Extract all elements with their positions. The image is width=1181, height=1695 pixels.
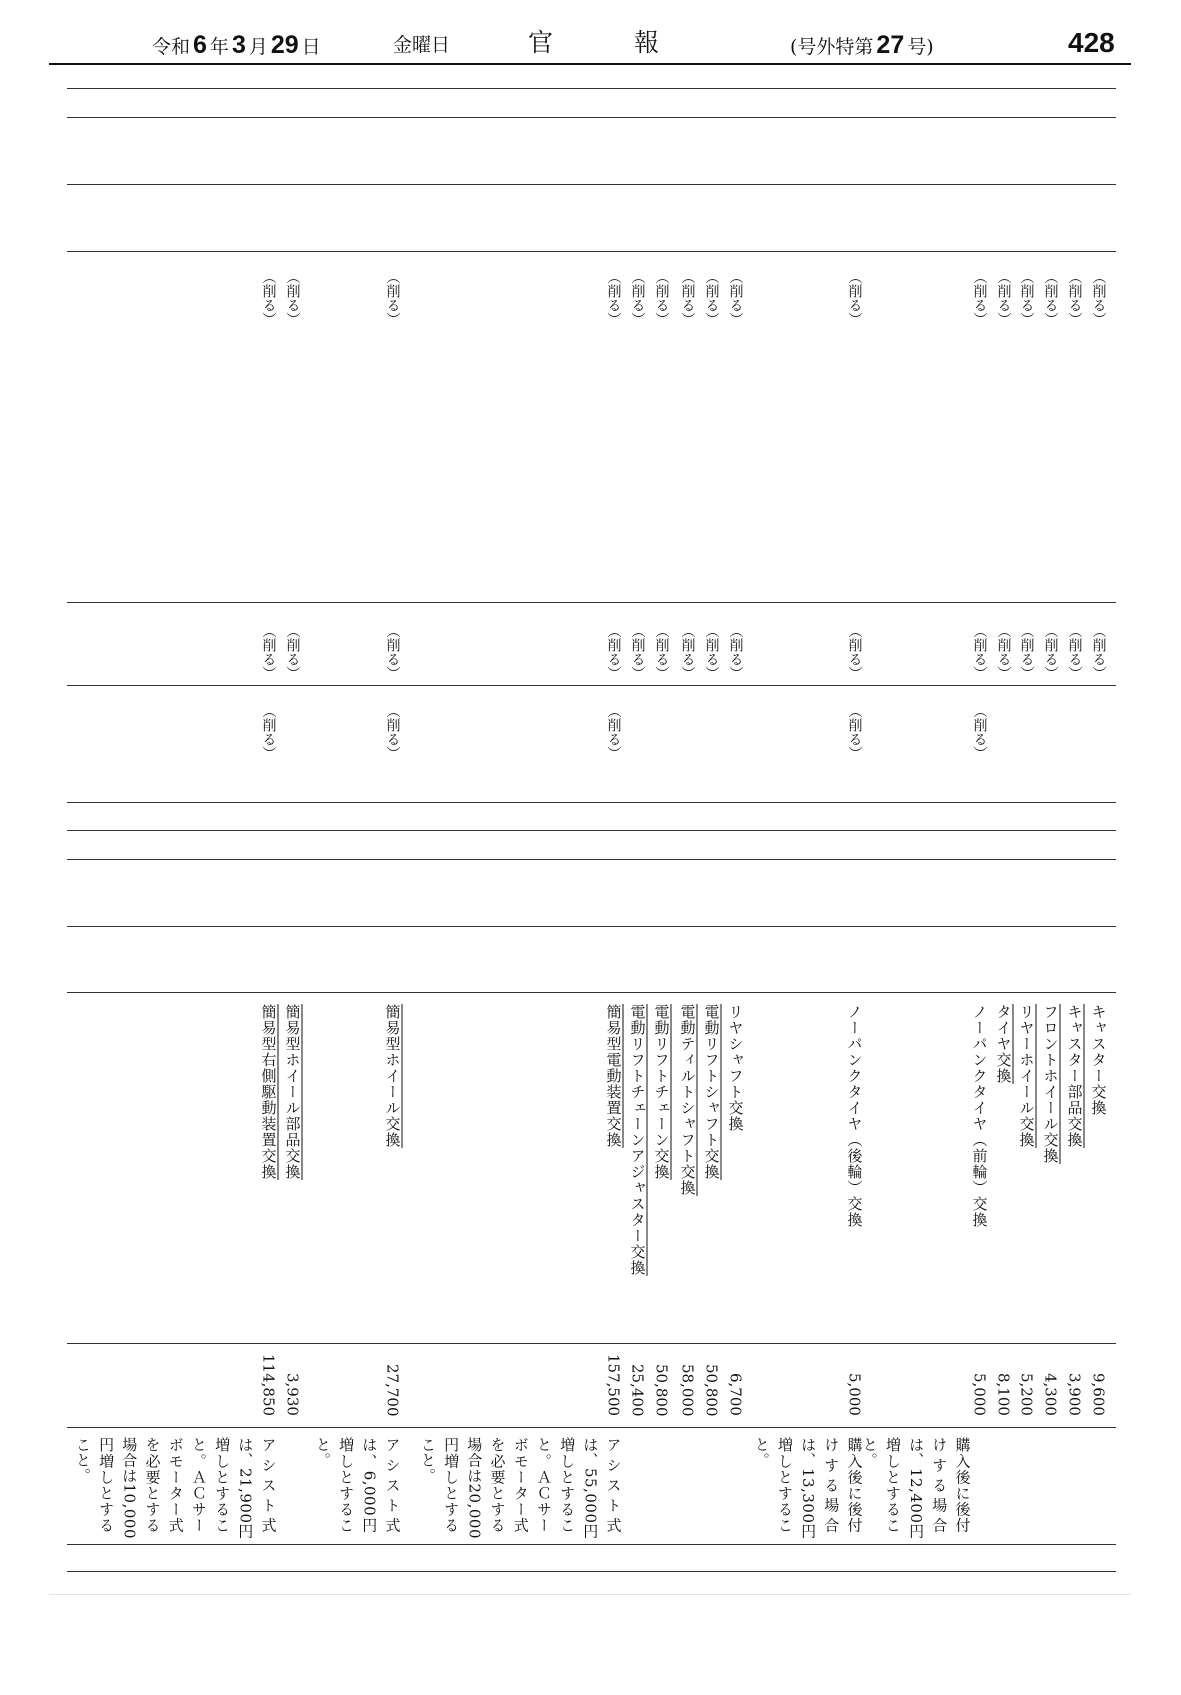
note-line: 増しとするこ (213, 1437, 232, 1533)
note-line: アシスト式 (383, 1437, 402, 1533)
deleted-mark-upper: （削る） (703, 270, 720, 326)
deleted-mark-middle: （削る） (1018, 624, 1035, 680)
table-rule (67, 1343, 1116, 1344)
gazette-title-1: 官 (528, 28, 554, 57)
deleted-mark-upper: （削る） (1066, 270, 1083, 326)
item-price: 6,700 (726, 1373, 745, 1416)
item-price: 9,600 (1089, 1373, 1108, 1416)
deleted-mark-middle: （削る） (629, 624, 646, 680)
header-weekday: 金曜日 (393, 34, 451, 56)
month-unit: 月 (248, 36, 268, 58)
item-price: 3,930 (283, 1373, 302, 1416)
item-name: 簡易型ホイール交換 (383, 1004, 402, 1148)
header-rule (49, 63, 1131, 65)
month: 3 (231, 31, 246, 59)
year: 6 (193, 31, 207, 59)
item-name: 電動ティルトシャフト交換 (678, 1004, 697, 1196)
item-name: ノーパンクタイヤ（前輪）交換 (970, 1004, 989, 1228)
deleted-mark-upper: （削る） (1018, 270, 1035, 326)
note-line: 円増しとする (442, 1437, 461, 1533)
deleted-mark-upper: （削る） (727, 270, 744, 326)
deleted-mark-upper: （削る） (260, 270, 277, 326)
header-date (152, 30, 321, 62)
deleted-mark-lower: （削る） (384, 704, 401, 760)
issue-no: 27 (876, 31, 905, 59)
note-line: を必要とする (143, 1437, 162, 1533)
item-name: キャスター交換 (1089, 1004, 1108, 1116)
table-rule (67, 184, 1116, 185)
deleted-mark-middle: （削る） (653, 624, 670, 680)
item-name: キャスター部品交換 (1065, 1004, 1084, 1148)
table-rule (67, 251, 1116, 252)
deleted-mark-upper: （削る） (629, 270, 646, 326)
note-line: こと。 (418, 1437, 437, 1484)
deleted-mark-middle: （削る） (846, 624, 863, 680)
table-rule (67, 685, 1116, 686)
deleted-mark-lower: （削る） (846, 704, 863, 760)
note-line: 購入後に後付 (953, 1437, 972, 1533)
note-line: は、13,300円 (799, 1437, 818, 1539)
note-line: アシスト式 (259, 1437, 278, 1533)
note-line: ボモーター式 (166, 1437, 185, 1533)
deleted-mark-middle: （削る） (384, 624, 401, 680)
table-rule (67, 992, 1116, 993)
note-line: 円増しとする (97, 1437, 116, 1533)
note-line: 場合は10,000 (120, 1437, 139, 1539)
deleted-mark-middle: （削る） (605, 624, 622, 680)
deleted-mark-lower: （削る） (605, 704, 622, 760)
note-line: 増しとするこ (337, 1437, 356, 1533)
table-rule (67, 602, 1116, 603)
note-line: 場合は20,000 (465, 1437, 484, 1539)
item-price: 157,500 (604, 1353, 623, 1416)
deleted-mark-middle: （削る） (1066, 624, 1083, 680)
item-price: 27,700 (383, 1363, 402, 1416)
deleted-mark-upper: （削る） (605, 270, 622, 326)
item-name: 簡易型右側駆動装置交換 (259, 1004, 278, 1180)
item-price: 8,100 (994, 1373, 1013, 1416)
note-line: こと。 (73, 1437, 92, 1484)
deleted-mark-middle: （削る） (260, 624, 277, 680)
deleted-mark-upper: （削る） (971, 270, 988, 326)
note-line: アシスト式 (604, 1437, 623, 1533)
note-line: 増しとするこ (883, 1437, 902, 1533)
deleted-mark-middle: （削る） (1042, 624, 1059, 680)
note-line: けする場合 (822, 1437, 841, 1533)
deleted-mark-middle: （削る） (1090, 624, 1107, 680)
note-line: 増しとするこ (775, 1437, 794, 1533)
item-name: 電動リフトチェーン交換 (652, 1004, 671, 1180)
table-rule (67, 1427, 1116, 1428)
note-line: は、12,400円 (907, 1437, 926, 1539)
item-price: 3,900 (1065, 1373, 1084, 1416)
item-price: 25,400 (628, 1363, 647, 1416)
note-line: は、6,000円 (360, 1437, 379, 1533)
deleted-mark-middle: （削る） (995, 624, 1012, 680)
day-unit: 日 (301, 36, 321, 58)
item-name: タイヤ交換 (994, 1004, 1013, 1084)
item-name: 電動リフトシャフト交換 (702, 1004, 721, 1180)
page-number: 428 (1068, 27, 1115, 58)
note-line: は、21,900円 (236, 1437, 255, 1539)
note-line: を必要とする (488, 1437, 507, 1533)
item-price: 5,200 (1017, 1373, 1036, 1416)
item-price: 4,300 (1041, 1373, 1060, 1416)
table-rule (67, 117, 1116, 118)
item-name: リヤシャフト交換 (726, 1004, 745, 1132)
item-name: ノーパンクタイヤ（後輪）交換 (845, 1004, 864, 1228)
note-line: けする場合 (930, 1437, 949, 1533)
item-price: 50,800 (702, 1363, 721, 1416)
table-rule (67, 1571, 1116, 1572)
table-rule (67, 859, 1116, 860)
table-rule (67, 926, 1116, 927)
item-price: 5,000 (845, 1373, 864, 1416)
note-line: は、55,000円 (581, 1437, 600, 1539)
item-name: リヤーホイール交換 (1017, 1004, 1036, 1148)
item-name: 簡易型ホイール部品交換 (283, 1004, 302, 1180)
deleted-mark-upper: （削る） (995, 270, 1012, 326)
table-rule (67, 802, 1116, 803)
note-line: と。ＡＣサー (534, 1437, 553, 1533)
deleted-mark-middle: （削る） (971, 624, 988, 680)
deleted-mark-upper: （削る） (1042, 270, 1059, 326)
deleted-mark-middle: （削る） (727, 624, 744, 680)
deleted-mark-upper: （削る） (653, 270, 670, 326)
deleted-mark-middle: （削る） (703, 624, 720, 680)
gazette-title-2: 報 (634, 28, 660, 57)
year-unit: 年 (209, 36, 229, 58)
note-line: と。 (752, 1437, 771, 1468)
note-line: と。 (860, 1437, 879, 1468)
day: 29 (270, 31, 299, 59)
table-rule (67, 88, 1116, 89)
deleted-mark-lower: （削る） (260, 704, 277, 760)
issue-prefix: (号外特第 (790, 36, 874, 58)
note-line: ボモーター式 (511, 1437, 530, 1533)
note-line: と。 (313, 1437, 332, 1468)
deleted-mark-middle: （削る） (679, 624, 696, 680)
item-name: フロントホイール交換 (1041, 1004, 1060, 1164)
note-line: 購入後に後付 (845, 1437, 864, 1533)
item-name: 簡易型電動装置交換 (604, 1004, 623, 1148)
item-name: 電動リフトチェーンアジャスター交換 (628, 1004, 647, 1276)
item-price: 58,000 (678, 1363, 697, 1416)
deleted-mark-upper: （削る） (284, 270, 301, 326)
note-line: と。ＡＣサー (189, 1437, 208, 1533)
deleted-mark-upper: （削る） (846, 270, 863, 326)
issue-number (790, 30, 934, 62)
deleted-mark-upper: （削る） (384, 270, 401, 326)
item-price: 114,850 (259, 1353, 278, 1416)
deleted-mark-upper: （削る） (1090, 270, 1107, 326)
deleted-mark-lower: （削る） (971, 704, 988, 760)
deleted-mark-middle: （削る） (284, 624, 301, 680)
item-price: 5,000 (970, 1373, 989, 1416)
page-bottom-rule (49, 1594, 1131, 1595)
deleted-mark-upper: （削る） (679, 270, 696, 326)
issue-suffix: 号) (907, 36, 934, 58)
table-rule (67, 1544, 1116, 1545)
era: 令和 (152, 36, 191, 58)
item-price: 50,800 (652, 1363, 671, 1416)
table-rule (67, 830, 1116, 831)
note-line: 増しとするこ (558, 1437, 577, 1533)
